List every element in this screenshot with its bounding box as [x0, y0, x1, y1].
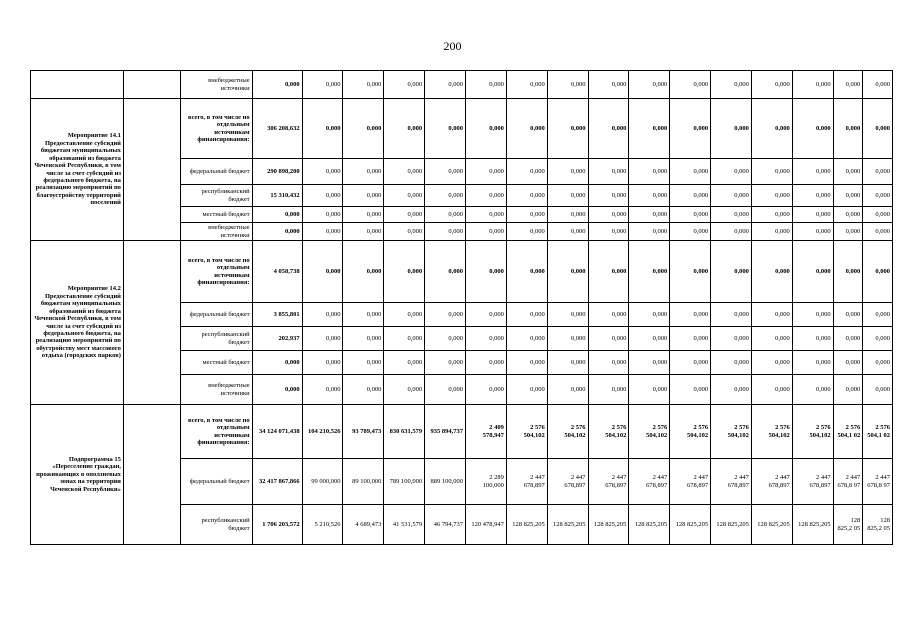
year-value-cell: 0,000: [384, 241, 425, 303]
year-value-cell: 0,000: [384, 99, 425, 159]
year-value-cell: 4 689,473: [343, 505, 384, 545]
year-value-cell: 2 576 504,102: [629, 405, 670, 459]
year-value-cell: 0,000: [833, 159, 863, 185]
year-value-cell: 0,000: [302, 375, 343, 405]
year-value-cell: 0,000: [792, 185, 833, 207]
year-value-cell: 128 825,2 05: [833, 505, 863, 545]
year-value-cell: 0,000: [506, 159, 547, 185]
year-value-cell: 889 100,000: [425, 459, 466, 505]
year-value-cell: 0,000: [588, 159, 629, 185]
funding-source: внебюджетные источники: [181, 223, 252, 241]
executor-cell: [123, 71, 180, 99]
funding-source: всего, в том числе по отдельным источникам финансирования:: [181, 405, 252, 459]
year-value-cell: 0,000: [425, 327, 466, 351]
page-number: 200: [443, 39, 462, 53]
funding-source: федеральный бюджет: [181, 459, 252, 505]
year-value-cell: 128 825,205: [792, 505, 833, 545]
activity-name: Мероприятие 14.1 Предоставление субсидий бюджетам муниципальных образований из бюджета Чеченской Республики, в том числе за счет субсидий из федерального бюджета, на реализацию мероприятий по благоустройству территорий поселений: [31, 99, 124, 241]
year-value-cell: 0,000: [466, 241, 507, 303]
year-value-cell: 0,000: [629, 375, 670, 405]
year-value-cell: 2 447 678,897: [547, 459, 588, 505]
year-value-cell: 0,000: [588, 303, 629, 327]
activity-name: Подпрограмма 15 «Переселение граждан, проживающих в оползневых зонах на территории Чеченской Республики»: [31, 405, 124, 545]
year-value-cell: 0,000: [302, 207, 343, 223]
year-value-cell: 0,000: [833, 303, 863, 327]
year-value-cell: 935 894,737: [425, 405, 466, 459]
year-value-cell: 0,000: [670, 351, 711, 375]
year-value-cell: 2 447 678,897: [588, 459, 629, 505]
year-value-cell: 0,000: [588, 241, 629, 303]
year-value-cell: 0,000: [384, 303, 425, 327]
year-value-cell: 2 576 504,102: [711, 405, 752, 459]
year-value-cell: 0,000: [506, 185, 547, 207]
year-value-cell: 0,000: [588, 185, 629, 207]
year-value-cell: 0,000: [425, 207, 466, 223]
year-value-cell: 0,000: [302, 351, 343, 375]
year-value-cell: 0,000: [833, 207, 863, 223]
year-value-cell: 2 447 678,897: [506, 459, 547, 505]
year-value-cell: 0,000: [384, 207, 425, 223]
year-value-cell: 0,000: [751, 327, 792, 351]
year-value-cell: 0,000: [792, 207, 833, 223]
year-value-cell: 0,000: [670, 207, 711, 223]
year-value-cell: 5 210,526: [302, 505, 343, 545]
year-value-cell: 0,000: [302, 327, 343, 351]
year-value-cell: 0,000: [547, 351, 588, 375]
year-value-cell: 0,000: [547, 99, 588, 159]
year-value-cell: 0,000: [425, 351, 466, 375]
year-value-cell: 0,000: [588, 99, 629, 159]
year-value-cell: 0,000: [384, 223, 425, 241]
total-cell: 3 855,801: [252, 303, 302, 327]
year-value-cell: 0,000: [833, 327, 863, 351]
year-value-cell: 128 825,2 05: [863, 505, 893, 545]
year-value-cell: 0,000: [792, 327, 833, 351]
year-value-cell: 0,000: [833, 223, 863, 241]
year-value-cell: 41 531,579: [384, 505, 425, 545]
year-value-cell: 0,000: [343, 71, 384, 99]
year-value-cell: 2 447 678,897: [670, 459, 711, 505]
year-value-cell: 0,000: [547, 207, 588, 223]
year-value-cell: 0,000: [751, 241, 792, 303]
year-value-cell: 2 576 504,102: [670, 405, 711, 459]
year-value-cell: 0,000: [466, 303, 507, 327]
year-value-cell: 0,000: [711, 71, 752, 99]
year-value-cell: 0,000: [863, 375, 893, 405]
total-cell: 0,000: [252, 351, 302, 375]
funding-source: внебюджетные источники: [181, 71, 252, 99]
year-value-cell: 0,000: [863, 241, 893, 303]
year-value-cell: 128 825,205: [670, 505, 711, 545]
year-value-cell: 0,000: [711, 241, 752, 303]
total-cell: 0,000: [252, 71, 302, 99]
year-value-cell: 0,000: [629, 223, 670, 241]
year-value-cell: 0,000: [792, 351, 833, 375]
year-value-cell: 0,000: [588, 223, 629, 241]
year-value-cell: 0,000: [629, 351, 670, 375]
year-value-cell: 2 576 504,102: [506, 405, 547, 459]
year-value-cell: 0,000: [506, 71, 547, 99]
year-value-cell: 0,000: [711, 303, 752, 327]
year-value-cell: 0,000: [384, 351, 425, 375]
year-value-cell: 0,000: [425, 223, 466, 241]
year-value-cell: 0,000: [343, 351, 384, 375]
year-value-cell: 2 576 504,102: [547, 405, 588, 459]
year-value-cell: 0,000: [466, 223, 507, 241]
funding-source: внебюджетные источники: [181, 375, 252, 405]
year-value-cell: 0,000: [670, 159, 711, 185]
year-value-cell: 0,000: [425, 185, 466, 207]
year-value-cell: 0,000: [302, 185, 343, 207]
table-row: [31, 99, 893, 159]
year-value-cell: 128 825,205: [547, 505, 588, 545]
total-cell: 34 124 071,438: [252, 405, 302, 459]
year-value-cell: 0,000: [547, 71, 588, 99]
year-value-cell: 0,000: [384, 375, 425, 405]
year-value-cell: 0,000: [466, 207, 507, 223]
year-value-cell: 0,000: [629, 327, 670, 351]
year-value-cell: 0,000: [833, 375, 863, 405]
year-value-cell: 0,000: [547, 375, 588, 405]
year-value-cell: 789 100,000: [384, 459, 425, 505]
year-value-cell: 0,000: [792, 223, 833, 241]
funding-source: республиканский бюджет: [181, 505, 252, 545]
year-value-cell: 0,000: [629, 303, 670, 327]
year-value-cell: 0,000: [588, 351, 629, 375]
year-value-cell: 0,000: [506, 327, 547, 351]
executor-cell: [123, 241, 180, 405]
year-value-cell: 0,000: [588, 375, 629, 405]
year-value-cell: 0,000: [792, 303, 833, 327]
year-value-cell: 0,000: [506, 223, 547, 241]
year-value-cell: 0,000: [833, 71, 863, 99]
year-value-cell: 2 409 578,947: [466, 405, 507, 459]
year-value-cell: 0,000: [792, 375, 833, 405]
year-value-cell: 0,000: [425, 71, 466, 99]
year-value-cell: 0,000: [711, 351, 752, 375]
year-value-cell: 0,000: [466, 159, 507, 185]
year-value-cell: 0,000: [629, 241, 670, 303]
year-value-cell: 93 789,473: [343, 405, 384, 459]
year-value-cell: 0,000: [547, 303, 588, 327]
year-value-cell: 0,000: [343, 303, 384, 327]
year-value-cell: 0,000: [792, 99, 833, 159]
year-value-cell: 99 000,000: [302, 459, 343, 505]
total-cell: 4 058,738: [252, 241, 302, 303]
year-value-cell: 0,000: [711, 223, 752, 241]
year-value-cell: 104 210,526: [302, 405, 343, 459]
year-value-cell: 0,000: [670, 185, 711, 207]
year-value-cell: 0,000: [863, 99, 893, 159]
year-value-cell: 0,000: [751, 99, 792, 159]
year-value-cell: 0,000: [863, 223, 893, 241]
year-value-cell: 0,000: [302, 241, 343, 303]
activity-name: Мероприятие 14.2 Предоставление субсидий бюджетам муниципальных образований из бюджета Чеченской Республики, в том числе за счет субсидий из федерального бюджета, на реализацию мероприятий по обустройству мест массового отдыха (городских парков): [31, 241, 124, 405]
year-value-cell: 128 825,205: [629, 505, 670, 545]
year-value-cell: 0,000: [384, 159, 425, 185]
year-value-cell: 0,000: [343, 241, 384, 303]
year-value-cell: 0,000: [863, 207, 893, 223]
year-value-cell: 0,000: [863, 159, 893, 185]
funding-source: всего, в том числе по отдельным источникам финансирования:: [181, 99, 252, 159]
year-value-cell: 2 576 504,1 02: [833, 405, 863, 459]
budget-table: [30, 70, 893, 545]
year-value-cell: 0,000: [384, 71, 425, 99]
funding-source: местный бюджет: [181, 351, 252, 375]
total-cell: 15 310,432: [252, 185, 302, 207]
year-value-cell: 128 825,205: [751, 505, 792, 545]
name-cell: [31, 71, 124, 99]
year-value-cell: 0,000: [670, 71, 711, 99]
table-row: [31, 241, 893, 303]
year-value-cell: 0,000: [629, 71, 670, 99]
year-value-cell: 0,000: [670, 375, 711, 405]
total-cell: 202,937: [252, 327, 302, 351]
total-cell: 0,000: [252, 223, 302, 241]
year-value-cell: 0,000: [506, 375, 547, 405]
year-value-cell: 0,000: [751, 185, 792, 207]
total-cell: 32 417 867,866: [252, 459, 302, 505]
year-value-cell: 0,000: [711, 327, 752, 351]
year-value-cell: 0,000: [629, 185, 670, 207]
year-value-cell: 0,000: [588, 71, 629, 99]
year-value-cell: 2 576 504,1 02: [863, 405, 893, 459]
year-value-cell: 89 100,000: [343, 459, 384, 505]
year-value-cell: 0,000: [343, 99, 384, 159]
year-value-cell: 0,000: [506, 241, 547, 303]
executor-cell: [123, 405, 180, 545]
year-value-cell: 2 447 678,8 97: [863, 459, 893, 505]
year-value-cell: 0,000: [466, 351, 507, 375]
year-value-cell: 0,000: [506, 351, 547, 375]
year-value-cell: 0,000: [343, 159, 384, 185]
year-value-cell: 0,000: [588, 327, 629, 351]
year-value-cell: 0,000: [302, 99, 343, 159]
year-value-cell: 0,000: [466, 327, 507, 351]
year-value-cell: 0,000: [863, 327, 893, 351]
year-value-cell: 0,000: [547, 241, 588, 303]
year-value-cell: 120 478,947: [466, 505, 507, 545]
year-value-cell: 0,000: [833, 351, 863, 375]
year-value-cell: 0,000: [588, 207, 629, 223]
total-cell: 0,000: [252, 375, 302, 405]
year-value-cell: 0,000: [425, 99, 466, 159]
year-value-cell: 0,000: [547, 185, 588, 207]
year-value-cell: 0,000: [751, 303, 792, 327]
year-value-cell: 0,000: [863, 351, 893, 375]
year-value-cell: 0,000: [670, 327, 711, 351]
total-cell: 0,000: [252, 207, 302, 223]
year-value-cell: 0,000: [425, 159, 466, 185]
year-value-cell: 0,000: [751, 351, 792, 375]
year-value-cell: 2 576 504,102: [751, 405, 792, 459]
funding-source: местный бюджет: [181, 207, 252, 223]
year-value-cell: 0,000: [302, 223, 343, 241]
year-value-cell: 0,000: [670, 99, 711, 159]
funding-source: республиканский бюджет: [181, 185, 252, 207]
year-value-cell: 128 825,205: [588, 505, 629, 545]
table-row: [31, 71, 893, 99]
year-value-cell: 0,000: [506, 99, 547, 159]
year-value-cell: 0,000: [302, 71, 343, 99]
year-value-cell: 830 631,579: [384, 405, 425, 459]
year-value-cell: 0,000: [863, 303, 893, 327]
year-value-cell: 0,000: [670, 303, 711, 327]
year-value-cell: 0,000: [547, 327, 588, 351]
year-value-cell: 0,000: [384, 327, 425, 351]
funding-source: федеральный бюджет: [181, 303, 252, 327]
year-value-cell: 0,000: [547, 223, 588, 241]
year-value-cell: 0,000: [343, 185, 384, 207]
funding-source: республиканский бюджет: [181, 327, 252, 351]
total-cell: 306 208,632: [252, 99, 302, 159]
year-value-cell: 0,000: [425, 303, 466, 327]
year-value-cell: 0,000: [751, 71, 792, 99]
year-value-cell: 0,000: [629, 159, 670, 185]
year-value-cell: 0,000: [711, 185, 752, 207]
year-value-cell: 0,000: [833, 241, 863, 303]
executor-cell: [123, 99, 180, 241]
funding-source: федеральный бюджет: [181, 159, 252, 185]
year-value-cell: 0,000: [711, 375, 752, 405]
total-cell: 290 898,200: [252, 159, 302, 185]
year-value-cell: 2 289 100,000: [466, 459, 507, 505]
table-row: [31, 405, 893, 459]
year-value-cell: 0,000: [751, 223, 792, 241]
year-value-cell: 0,000: [751, 207, 792, 223]
year-value-cell: 0,000: [863, 71, 893, 99]
year-value-cell: 0,000: [425, 241, 466, 303]
year-value-cell: 0,000: [506, 207, 547, 223]
year-value-cell: 0,000: [833, 99, 863, 159]
total-cell: 1 706 203,572: [252, 505, 302, 545]
funding-source: всего, в том числе по отдельным источникам финансирования:: [181, 241, 252, 303]
year-value-cell: 0,000: [302, 159, 343, 185]
year-value-cell: 128 825,205: [506, 505, 547, 545]
year-value-cell: 2 447 678,897: [751, 459, 792, 505]
year-value-cell: 0,000: [343, 327, 384, 351]
year-value-cell: 0,000: [343, 207, 384, 223]
year-value-cell: 2 447 678,897: [711, 459, 752, 505]
year-value-cell: 0,000: [384, 185, 425, 207]
year-value-cell: 0,000: [863, 185, 893, 207]
year-value-cell: 0,000: [670, 241, 711, 303]
year-value-cell: 2 447 678,897: [629, 459, 670, 505]
year-value-cell: 0,000: [792, 241, 833, 303]
year-value-cell: 0,000: [506, 303, 547, 327]
year-value-cell: 0,000: [670, 223, 711, 241]
year-value-cell: 0,000: [343, 375, 384, 405]
year-value-cell: 0,000: [466, 99, 507, 159]
year-value-cell: 0,000: [629, 99, 670, 159]
year-value-cell: 0,000: [792, 159, 833, 185]
year-value-cell: 2 447 678,8 97: [833, 459, 863, 505]
year-value-cell: 0,000: [629, 207, 670, 223]
year-value-cell: 0,000: [425, 375, 466, 405]
year-value-cell: 2 576 504,102: [792, 405, 833, 459]
year-value-cell: 128 825,205: [711, 505, 752, 545]
year-value-cell: 0,000: [302, 303, 343, 327]
year-value-cell: 46 794,737: [425, 505, 466, 545]
year-value-cell: 0,000: [547, 159, 588, 185]
year-value-cell: 0,000: [466, 185, 507, 207]
year-value-cell: 0,000: [466, 71, 507, 99]
year-value-cell: 2 576 504,102: [588, 405, 629, 459]
year-value-cell: 0,000: [751, 159, 792, 185]
year-value-cell: 0,000: [343, 223, 384, 241]
year-value-cell: 0,000: [466, 375, 507, 405]
year-value-cell: 0,000: [711, 99, 752, 159]
year-value-cell: 0,000: [751, 375, 792, 405]
year-value-cell: 0,000: [711, 159, 752, 185]
year-value-cell: 0,000: [792, 71, 833, 99]
year-value-cell: 2 447 678,897: [792, 459, 833, 505]
year-value-cell: 0,000: [711, 207, 752, 223]
year-value-cell: 0,000: [833, 185, 863, 207]
